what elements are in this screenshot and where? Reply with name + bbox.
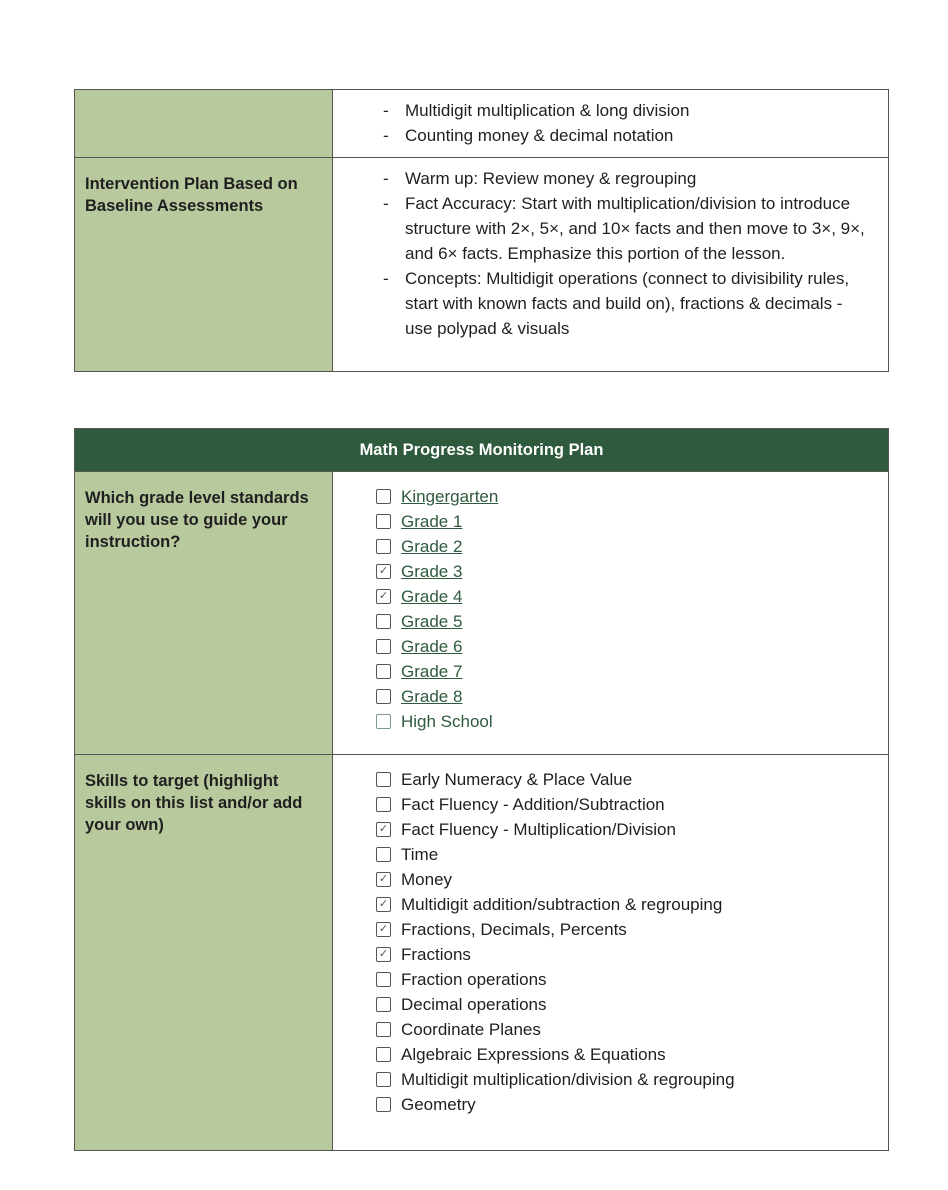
checklist-item <box>376 1042 888 1067</box>
checked-checkbox[interactable]: ✓ <box>376 589 391 604</box>
checkbox[interactable] <box>376 689 391 704</box>
checkbox[interactable] <box>376 489 391 504</box>
skills-checklist <box>333 755 888 1137</box>
checked-checkbox[interactable]: ✓ <box>376 947 391 962</box>
bullet-item: - Multidigit multiplication & long division <box>405 98 868 123</box>
checkbox[interactable] <box>376 664 391 679</box>
grade-link[interactable]: Grade 7 <box>401 662 463 681</box>
checkbox[interactable] <box>376 1047 391 1062</box>
grade-link[interactable]: Grade 8 <box>401 687 463 706</box>
grade-link[interactable]: Kingergarten <box>401 487 499 506</box>
baseline-table <box>74 89 889 372</box>
progress-monitoring-table <box>74 428 889 1151</box>
skills-label: Skills to target (highlight skills on this list and/or add your own) <box>75 755 333 1151</box>
row-label-empty <box>75 90 333 158</box>
checklist-item <box>376 917 888 942</box>
checkbox-label: Fractions <box>401 945 471 964</box>
checklist-item <box>376 584 888 609</box>
checkbox-label: Fact Fluency - Multiplication/Division <box>401 820 676 839</box>
checklist-item <box>376 867 888 892</box>
checkbox-label: Decimal operations <box>401 995 547 1014</box>
checkbox-label: Fact Fluency - Addition/Subtraction <box>401 795 665 814</box>
checkbox[interactable] <box>376 639 391 654</box>
checkbox[interactable] <box>376 1097 391 1112</box>
checkbox-label: Fractions, Decimals, Percents <box>401 920 627 939</box>
checkbox-label: Multidigit multiplication/division & regrouping <box>401 1070 735 1089</box>
checkbox[interactable] <box>376 797 391 812</box>
checklist-item <box>376 992 888 1017</box>
checklist-item <box>376 817 888 842</box>
baseline-list <box>333 90 888 152</box>
table-title: Math Progress Monitoring Plan <box>75 429 889 472</box>
checkbox[interactable] <box>376 1072 391 1087</box>
checkbox-label: Time <box>401 845 439 864</box>
checkbox[interactable] <box>376 614 391 629</box>
grade-link[interactable]: Grade 2 <box>401 537 463 556</box>
checklist-item <box>376 767 888 792</box>
checklist-item <box>376 509 888 534</box>
checklist-item <box>376 892 888 917</box>
checklist-item <box>376 1067 888 1092</box>
checklist-item <box>376 659 888 684</box>
grade-link[interactable]: Grade 1 <box>401 512 463 531</box>
bullet-item: - Counting money & decimal notation <box>405 123 868 148</box>
checkbox[interactable] <box>376 714 391 729</box>
intervention-plan-list <box>333 158 888 345</box>
grade-link[interactable]: Grade 6 <box>401 637 463 656</box>
checklist-item <box>376 534 888 559</box>
grade-link[interactable]: Grade 3 <box>401 562 463 581</box>
checkbox-label: High School <box>401 712 493 731</box>
checked-checkbox[interactable]: ✓ <box>376 922 391 937</box>
checklist-item <box>376 1017 888 1042</box>
checklist-item <box>376 942 888 967</box>
grade-checklist <box>333 472 888 754</box>
checklist-item <box>376 634 888 659</box>
bullet-item: - Warm up: Review money & regrouping <box>405 166 868 191</box>
checked-checkbox[interactable]: ✓ <box>376 564 391 579</box>
bullet-item: - Fact Accuracy: Start with multiplication/division to introduce structure with 2×, 5×, and 10× facts and then move to 3×, 9×, and 6× facts. Emphasize this portion of the lesson. <box>405 191 868 266</box>
checklist-item <box>376 684 888 709</box>
checklist-item <box>376 967 888 992</box>
checkbox-label: Geometry <box>401 1095 476 1114</box>
checked-checkbox[interactable]: ✓ <box>376 897 391 912</box>
checkbox-label: Algebraic Expressions & Equations <box>401 1045 666 1064</box>
checklist-item <box>376 484 888 509</box>
checked-checkbox[interactable]: ✓ <box>376 822 391 837</box>
grade-link[interactable]: Grade 4 <box>401 587 463 606</box>
checklist-item <box>376 609 888 634</box>
checkbox-label: Money <box>401 870 453 889</box>
checklist-item <box>376 709 888 734</box>
checkbox[interactable] <box>376 1022 391 1037</box>
grade-level-label: Which grade level standards will you use to guide your instruction? <box>75 472 333 755</box>
checkbox[interactable] <box>376 772 391 787</box>
checkbox[interactable] <box>376 539 391 554</box>
checkbox[interactable] <box>376 997 391 1012</box>
checkbox-label: Early Numeracy & Place Value <box>401 770 633 789</box>
checkbox-label: Coordinate Planes <box>401 1020 541 1039</box>
checkbox-label: Fraction operations <box>401 970 547 989</box>
checkbox[interactable] <box>376 847 391 862</box>
checklist-item <box>376 842 888 867</box>
grade-link[interactable]: Grade 5 <box>401 612 463 631</box>
checkbox[interactable] <box>376 972 391 987</box>
intervention-plan-label: Intervention Plan Based on Baseline Assessments <box>75 158 333 372</box>
checkbox[interactable] <box>376 514 391 529</box>
checklist-item <box>376 559 888 584</box>
checklist-item <box>376 1092 888 1117</box>
checkbox-label: Multidigit addition/subtraction & regrouping <box>401 895 723 914</box>
bullet-item: - Concepts: Multidigit operations (connect to divisibility rules, start with known facts and build on), fractions & decimals - use polypad & visuals <box>405 266 868 341</box>
checked-checkbox[interactable]: ✓ <box>376 872 391 887</box>
checklist-item <box>376 792 888 817</box>
